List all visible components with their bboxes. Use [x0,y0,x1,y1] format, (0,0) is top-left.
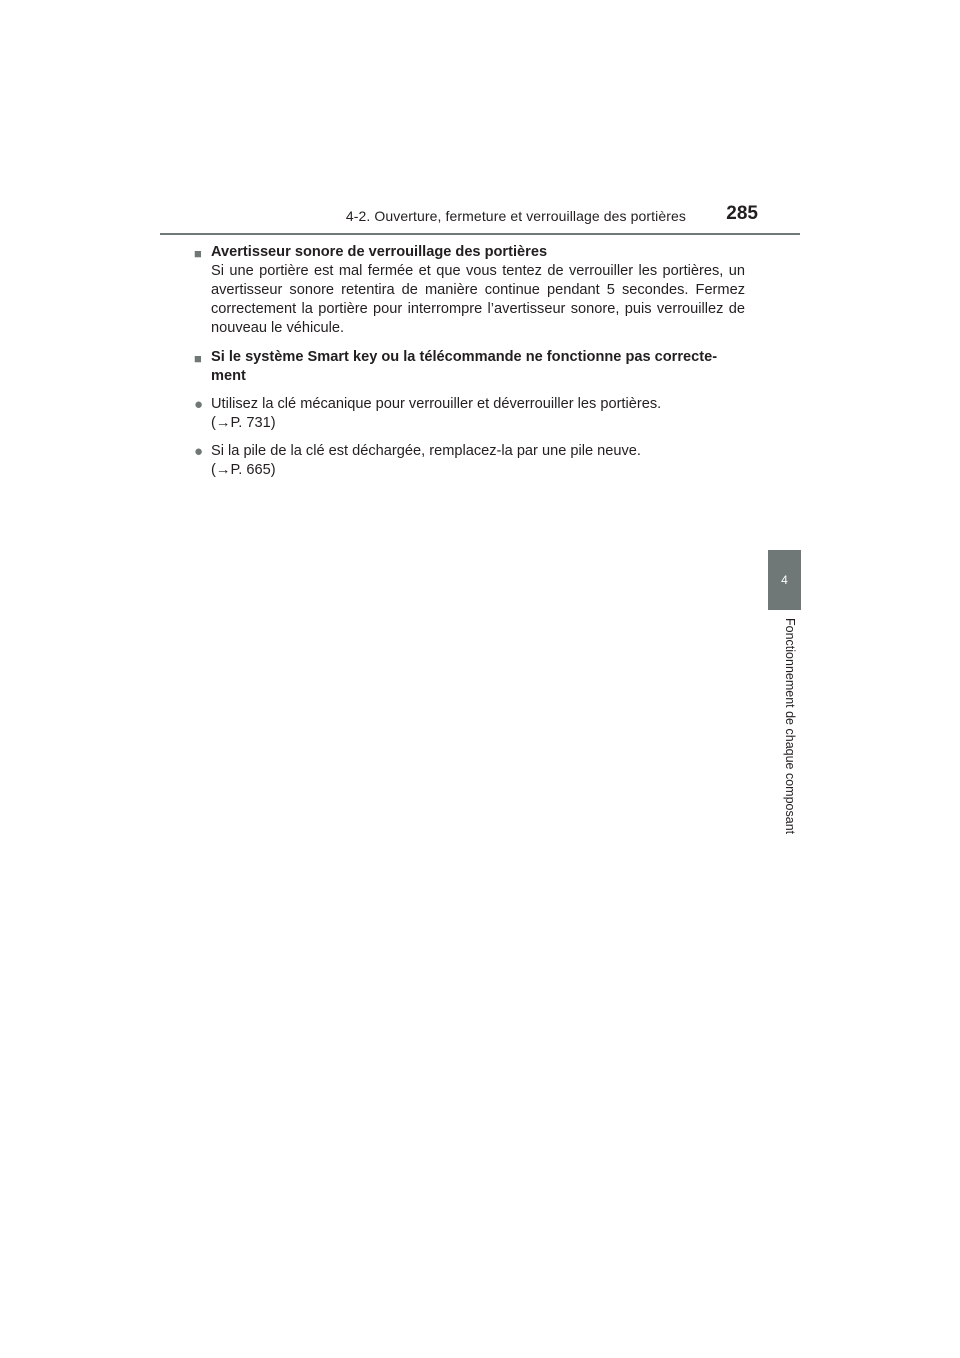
list-item [194,442,745,480]
item-list [194,395,745,480]
section-heading [194,243,745,262]
list-item [194,395,745,433]
page-number: 285 [726,203,758,224]
circle-bullet-icon: ● [194,396,204,413]
page-header [160,200,800,234]
chapter-tab [768,550,801,610]
section-door-lock-buzzer [194,243,745,338]
section-title: Avertisseur sonore de verrouillage des portières [211,244,548,260]
chapter-title-vertical: Fonctionnement de chaque composant [783,618,797,835]
page-content [194,243,745,490]
section-smart-key-malfunction [194,348,745,480]
page-reference-link[interactable]: (→P. 665) [211,462,276,478]
section-title-line: ment [211,368,246,384]
list-item-text: Si la pile de la clé est déchargée, remplacez-la par une pile neuve. [211,443,641,459]
circle-bullet-icon: ● [194,443,204,460]
chapter-number: 4 [781,573,788,587]
header-divider [160,233,800,235]
section-title-line: Si le système Smart key ou la télécommande ne fonctionne pas correcte- [211,349,718,365]
page-reference-link[interactable]: (→P. 731) [211,415,276,431]
section-heading [194,348,745,386]
section-body [194,262,745,338]
square-bullet-icon: ■ [194,246,202,261]
body-line: Si une portière est mal fermée et que vous tentez de verrouiller les portières, [211,263,724,279]
square-bullet-icon: ■ [194,351,202,366]
header-section-title: 4-2. Ouverture, fermeture et verrouillage des portières [345,208,686,224]
list-item-text: Utilisez la clé mécanique pour verrouiller et déverrouiller les portières. [211,396,662,412]
body-line: un avertisseur sonore retentira de manière continue pendant 5 secondes. [211,263,745,298]
body-line: verrouillez de nouveau le véhicule. [211,301,746,336]
body-line: Fermez correctement la portière pour interrompre l’avertisseur sonore, puis [211,282,745,317]
